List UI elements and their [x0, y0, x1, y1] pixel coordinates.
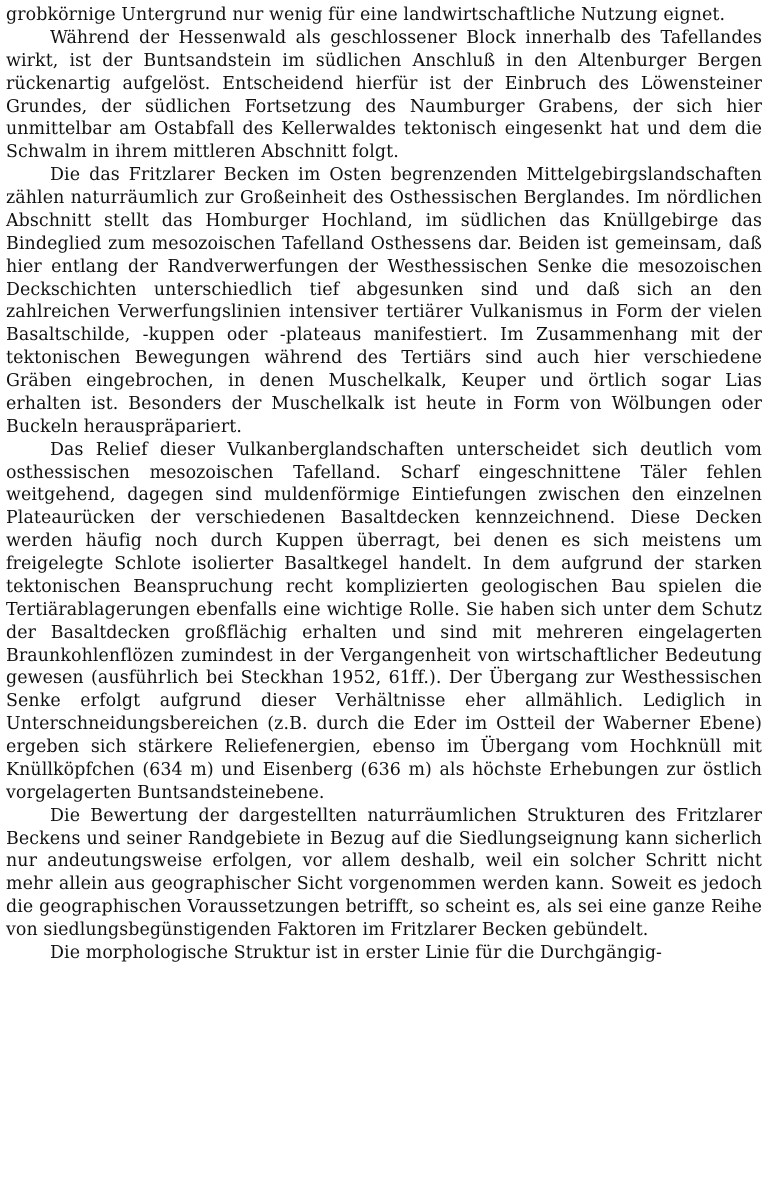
document-page [6, 4, 762, 965]
paragraph-hessenwald: Während der Hessenwald als geschlossener Block innerhalb des Tafellandes wirkt, ist der Buntsandstein im südlichen Anschluß in den Altenburger Bergen rückenartig aufgelöst. Entscheidend hierfür ist der Einbruch des Löwensteiner Grundes, der südlichen Fortsetzung des Naumburger Grabens, der sich hier unmittelbar am Ostabfall des Kellerwaldes tektonisch eingesenkt hat und dem die Schwalm in ihrem mittleren Abschnitt folgt. [6, 27, 762, 163]
paragraph-mittelgebirge: Die das Fritzlarer Becken im Osten begrenzenden Mittelgebirgslandschaften zählen naturräumlich zur Großeinheit des Osthessischen Berglandes. Im nördlichen Abschnitt stellt das Homburger Hochland, im südlichen das Knüllgebirge das Bindeglied zum mesozoischen Tafelland Osthessens dar. Beiden ist gemeinsam, daß hier entlang der Randverwerfungen der Westhessischen Senke die mesozoischen Deckschichten unterschiedlich tief abgesunken sind und daß sich an den zahlreichen Verwerfungslinien intensiver tertiärer Vulkanismus in Form der vielen Basaltschilde, -kuppen oder -plateaus manifestiert. Im Zusammenhang mit der tektonischen Bewegungen während des Tertiärs sind auch hier verschiedene Gräben eingebrochen, in denen Muschelkalk, Keuper und örtlich sogar Lias erhalten ist. Besonders der Muschelkalk ist heute in Form von Wölbungen oder Buckeln herauspräpariert. [6, 165, 762, 437]
paragraph-morphologie: Die morphologische Struktur ist in erster Linie für die Durchgängig- [50, 942, 663, 963]
paragraph-relief: Das Relief dieser Vulkanberglandschaften unterscheidet sich deutlich vom osthessischen mesozoischen Tafelland. Scharf eingeschnittene Täler fehlen weitgehend, dagegen sind muldenförmige Eintiefungen zwischen den einzelnen Plateaurücken der verschiedenen Basaltdecken kennzeichnend. Diese Decken werden häufig noch durch Kuppen überragt, bei denen es sich meistens um freigelegte Schlote isolierter Basaltkegel handelt. In dem aufgrund der starken tektonischen Beanspruchung recht komplizierten geologischen Bau spielen die Tertiärablagerungen ebenfalls eine wichtige Rolle. Sie haben sich unter dem Schutz der Basaltdecken großflächig erhalten und sind mit mehreren eingelagerten Braunkohlenflözen zumindest in der Vergangenheit von wirtschaftlicher Bedeutung gewesen (ausführlich bei Steckhan 1952, 61ff.). Der Übergang zur Westhessischen Senke erfolgt aufgrund dieser Verhältnisse eher allmählich. Lediglich in Unterschneidungsbereichen (z.B. durch die Eder im Ostteil der Waberner Ebene) ergeben sich stärkere Reliefenergien, ebenso im Übergang vom Hochknüll mit Knüllköpfchen (634 m) und Eisenberg (636 m) als höchste Erhebungen zur östlich vorgelagerten Buntsandsteinebene. [6, 439, 762, 803]
paragraph-soil-usage: grobkörnige Untergrund nur wenig für eine landwirtschaftliche Nutzung eignet. [6, 5, 726, 25]
paragraph-bewertung: Die Bewertung der dargestellten naturräumlichen Strukturen des Fritzlarer Beckens und seiner Randgebiete in Bezug auf die Siedlungseignung kann sicherlich nur andeutungsweise erfolgen, vor allem deshalb, weil ein solcher Schritt nicht mehr allein aus geographischer Sicht vorgenommen werden kann. Soweit es jedoch die geographischen Voraussetzungen betrifft, so scheint es, als sei eine ganze Reihe von siedlungsbegünstigenden Faktoren im Fritzlarer Becken gebündelt. [6, 805, 762, 940]
